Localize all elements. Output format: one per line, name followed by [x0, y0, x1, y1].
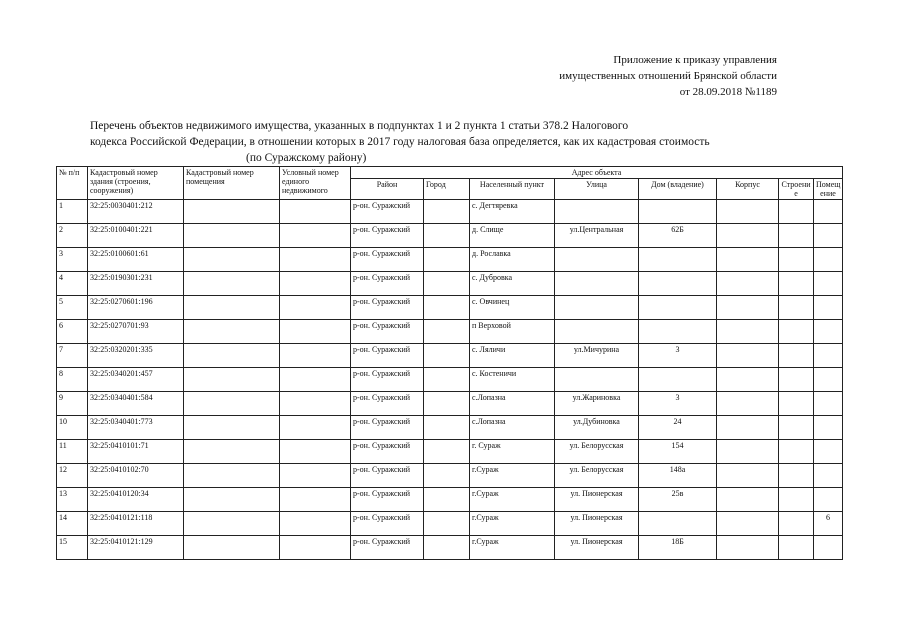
cell-cond [280, 488, 351, 512]
cell-cad: 32:25:0100601:61 [88, 248, 184, 272]
cell-city [424, 344, 470, 368]
cell-street: ул.Мичурина [555, 344, 639, 368]
col-house: Дом (владение) [639, 179, 717, 200]
cell-house: 154 [639, 440, 717, 464]
cell-city [424, 392, 470, 416]
header-row [57, 167, 843, 179]
cell-cad: 32:25:0410121:129 [88, 536, 184, 560]
cell-street: ул.Жариновка [555, 392, 639, 416]
cell-str [779, 536, 814, 560]
cell-korpus [717, 416, 779, 440]
cell-num: 10 [57, 416, 88, 440]
table-row [57, 200, 843, 224]
cell-str [779, 344, 814, 368]
cell-cad: 32:25:0410121:118 [88, 512, 184, 536]
col-city: Город [424, 179, 470, 200]
cell-settlement: с. Костеничи [470, 368, 555, 392]
col-pomeshchenie: Помещ ение [814, 179, 843, 200]
cell-house: 148а [639, 464, 717, 488]
table-row [57, 296, 843, 320]
cell-prem [184, 536, 280, 560]
cell-house [639, 368, 717, 392]
cell-str [779, 200, 814, 224]
title-line-1: Перечень объектов недвижимого имущества, указанных в подпунктах 1 и 2 пункта 1 статьи 378.2 Налогового [90, 120, 629, 132]
property-table [56, 166, 843, 560]
header-line-3: от 28.09.2018 №1189 [679, 86, 777, 98]
header-line-1: Приложение к приказу управления [613, 54, 777, 66]
cell-settlement: г. Сураж [470, 440, 555, 464]
cell-pom [814, 344, 843, 368]
cell-house [639, 272, 717, 296]
cell-house: 24 [639, 416, 717, 440]
cell-district: р-он. Суражский [351, 296, 424, 320]
table-row [57, 392, 843, 416]
cell-pom [814, 200, 843, 224]
cell-cond [280, 416, 351, 440]
cell-pom [814, 224, 843, 248]
col-cad-premises: Кадастровый номер помещения [184, 167, 280, 200]
cell-korpus [717, 272, 779, 296]
cell-settlement: с.Лопазна [470, 416, 555, 440]
cell-num: 9 [57, 392, 88, 416]
cell-cad: 32:25:0410120:34 [88, 488, 184, 512]
cell-city [424, 464, 470, 488]
cell-prem [184, 320, 280, 344]
cell-prem [184, 392, 280, 416]
col-korpus: Корпус [717, 179, 779, 200]
table-row [57, 272, 843, 296]
cell-pom [814, 272, 843, 296]
cell-korpus [717, 440, 779, 464]
cell-city [424, 248, 470, 272]
cell-district: р-он. Суражский [351, 416, 424, 440]
cell-district: р-он. Суражский [351, 200, 424, 224]
cell-house [639, 296, 717, 320]
cell-cond [280, 392, 351, 416]
cell-district: р-он. Суражский [351, 368, 424, 392]
col-stroenie: Строени е [779, 179, 814, 200]
cell-cond [280, 440, 351, 464]
cell-prem [184, 368, 280, 392]
cell-cad: 32:25:0100401:221 [88, 224, 184, 248]
table-row [57, 224, 843, 248]
title-line-3: (по Суражскому району) [246, 152, 367, 164]
cell-num: 6 [57, 320, 88, 344]
cell-prem [184, 512, 280, 536]
cell-pom [814, 536, 843, 560]
cell-korpus [717, 536, 779, 560]
cell-num: 5 [57, 296, 88, 320]
cell-street: ул.Дубиновка [555, 416, 639, 440]
cell-korpus [717, 224, 779, 248]
cell-cond [280, 512, 351, 536]
cell-district: р-он. Суражский [351, 440, 424, 464]
cell-settlement: п Верховой [470, 320, 555, 344]
cell-str [779, 248, 814, 272]
cell-num: 7 [57, 344, 88, 368]
cell-str [779, 488, 814, 512]
cell-korpus [717, 512, 779, 536]
cell-cond [280, 464, 351, 488]
col-cad-building: Кадастровый номер здания (строения, сооружения) [88, 167, 184, 200]
cell-cad: 32:25:0270701:93 [88, 320, 184, 344]
cell-str [779, 296, 814, 320]
table-body [57, 200, 843, 560]
cell-num: 15 [57, 536, 88, 560]
cell-street [555, 320, 639, 344]
cell-house: 62Б [639, 224, 717, 248]
cell-house [639, 248, 717, 272]
cell-settlement: г.Сураж [470, 512, 555, 536]
cell-street [555, 200, 639, 224]
cell-num: 12 [57, 464, 88, 488]
cell-settlement: с. Ляличи [470, 344, 555, 368]
cell-prem [184, 272, 280, 296]
cell-house: 3 [639, 392, 717, 416]
cell-district: р-он. Суражский [351, 344, 424, 368]
cell-house [639, 200, 717, 224]
cell-street: ул. Пионерская [555, 488, 639, 512]
cell-settlement: с. Дубровка [470, 272, 555, 296]
cell-num: 4 [57, 272, 88, 296]
cell-korpus [717, 248, 779, 272]
table-row [57, 440, 843, 464]
cell-house: 25в [639, 488, 717, 512]
table-row [57, 488, 843, 512]
cell-korpus [717, 464, 779, 488]
cell-pom [814, 248, 843, 272]
cell-street: ул. Белорусская [555, 440, 639, 464]
cell-pom [814, 320, 843, 344]
cell-street [555, 296, 639, 320]
cell-house [639, 320, 717, 344]
table-row [57, 368, 843, 392]
title-line-2: кодекса Российской Федерации, в отношении которых в 2017 году налоговая база определяется, как их кадастровая стоимость [90, 136, 710, 148]
cell-str [779, 392, 814, 416]
table-row [57, 512, 843, 536]
cell-street [555, 272, 639, 296]
cell-city [424, 416, 470, 440]
cell-prem [184, 488, 280, 512]
cell-city [424, 272, 470, 296]
cell-num: 3 [57, 248, 88, 272]
cell-str [779, 320, 814, 344]
cell-settlement: г.Сураж [470, 536, 555, 560]
cell-city [424, 512, 470, 536]
cell-cad: 32:25:0340401:773 [88, 416, 184, 440]
table-row [57, 536, 843, 560]
cell-street: ул.Центральная [555, 224, 639, 248]
cell-pom [814, 368, 843, 392]
cell-cond [280, 224, 351, 248]
cell-pom [814, 392, 843, 416]
cell-district: р-он. Суражский [351, 272, 424, 296]
col-address: Адрес объекта [351, 167, 843, 179]
cell-settlement: д. Слище [470, 224, 555, 248]
cell-str [779, 416, 814, 440]
cell-str [779, 272, 814, 296]
cell-num: 2 [57, 224, 88, 248]
document-header [559, 52, 777, 100]
cell-cad: 32:25:0270601:196 [88, 296, 184, 320]
cell-district: р-он. Суражский [351, 392, 424, 416]
cell-district: р-он. Суражский [351, 488, 424, 512]
cell-num: 1 [57, 200, 88, 224]
cell-pom [814, 416, 843, 440]
col-cond-number: Условный номер единого недвижимого [280, 167, 351, 200]
cell-str [779, 512, 814, 536]
cell-city [424, 368, 470, 392]
cell-cad: 32:25:0190301:231 [88, 272, 184, 296]
cell-cad: 32:25:0410101:71 [88, 440, 184, 464]
cell-prem [184, 464, 280, 488]
table-row [57, 416, 843, 440]
cell-cond [280, 344, 351, 368]
cell-cond [280, 320, 351, 344]
cell-city [424, 296, 470, 320]
cell-prem [184, 224, 280, 248]
cell-pom [814, 440, 843, 464]
cell-num: 8 [57, 368, 88, 392]
cell-pom [814, 296, 843, 320]
cell-district: р-он. Суражский [351, 464, 424, 488]
cell-cad: 32:25:0340201:457 [88, 368, 184, 392]
cell-settlement: г.Сураж [470, 464, 555, 488]
col-district: Район [351, 179, 424, 200]
cell-cond [280, 272, 351, 296]
cell-settlement: г.Сураж [470, 488, 555, 512]
cell-cond [280, 248, 351, 272]
cell-korpus [717, 488, 779, 512]
cell-district: р-он. Суражский [351, 536, 424, 560]
col-num: № п/п [57, 167, 88, 200]
cell-street [555, 368, 639, 392]
cell-korpus [717, 392, 779, 416]
cell-str [779, 440, 814, 464]
table-row [57, 320, 843, 344]
cell-num: 13 [57, 488, 88, 512]
cell-korpus [717, 320, 779, 344]
cell-district: р-он. Суражский [351, 512, 424, 536]
cell-cond [280, 368, 351, 392]
cell-settlement: с. Дегтяревка [470, 200, 555, 224]
cell-city [424, 224, 470, 248]
table-row [57, 248, 843, 272]
cell-district: р-он. Суражский [351, 320, 424, 344]
cell-str [779, 368, 814, 392]
cell-prem [184, 440, 280, 464]
cell-prem [184, 344, 280, 368]
cell-city [424, 488, 470, 512]
cell-street: ул. Белорусская [555, 464, 639, 488]
cell-prem [184, 296, 280, 320]
cell-district: р-он. Суражский [351, 248, 424, 272]
cell-cad: 32:25:0340401:584 [88, 392, 184, 416]
col-settlement: Населенный пункт [470, 179, 555, 200]
cell-city [424, 320, 470, 344]
cell-prem [184, 416, 280, 440]
cell-prem [184, 200, 280, 224]
cell-settlement: д. Рославка [470, 248, 555, 272]
cell-korpus [717, 296, 779, 320]
table-row [57, 344, 843, 368]
cell-street: ул. Пионерская [555, 512, 639, 536]
document-title [90, 118, 710, 166]
cell-pom [814, 464, 843, 488]
header-line-2: имущественных отношений Брянской области [559, 70, 777, 82]
cell-cond [280, 200, 351, 224]
cell-str [779, 464, 814, 488]
cell-korpus [717, 368, 779, 392]
cell-num: 14 [57, 512, 88, 536]
cell-pom: 6 [814, 512, 843, 536]
cell-cad: 32:25:0410102:70 [88, 464, 184, 488]
cell-cond [280, 536, 351, 560]
table-row [57, 464, 843, 488]
cell-korpus [717, 344, 779, 368]
cell-house [639, 512, 717, 536]
cell-prem [184, 248, 280, 272]
cell-city [424, 440, 470, 464]
cell-city [424, 200, 470, 224]
cell-settlement: с.Лопазна [470, 392, 555, 416]
cell-cad: 32:25:0030401:212 [88, 200, 184, 224]
cell-district: р-он. Суражский [351, 224, 424, 248]
cell-cad: 32:25:0320201:335 [88, 344, 184, 368]
cell-settlement: с. Овчинец [470, 296, 555, 320]
cell-cond [280, 296, 351, 320]
cell-num: 11 [57, 440, 88, 464]
col-street: Улица [555, 179, 639, 200]
cell-city [424, 536, 470, 560]
cell-pom [814, 488, 843, 512]
cell-korpus [717, 200, 779, 224]
cell-street [555, 248, 639, 272]
cell-house: 3 [639, 344, 717, 368]
cell-house: 18Б [639, 536, 717, 560]
cell-street: ул. Пионерская [555, 536, 639, 560]
cell-str [779, 224, 814, 248]
